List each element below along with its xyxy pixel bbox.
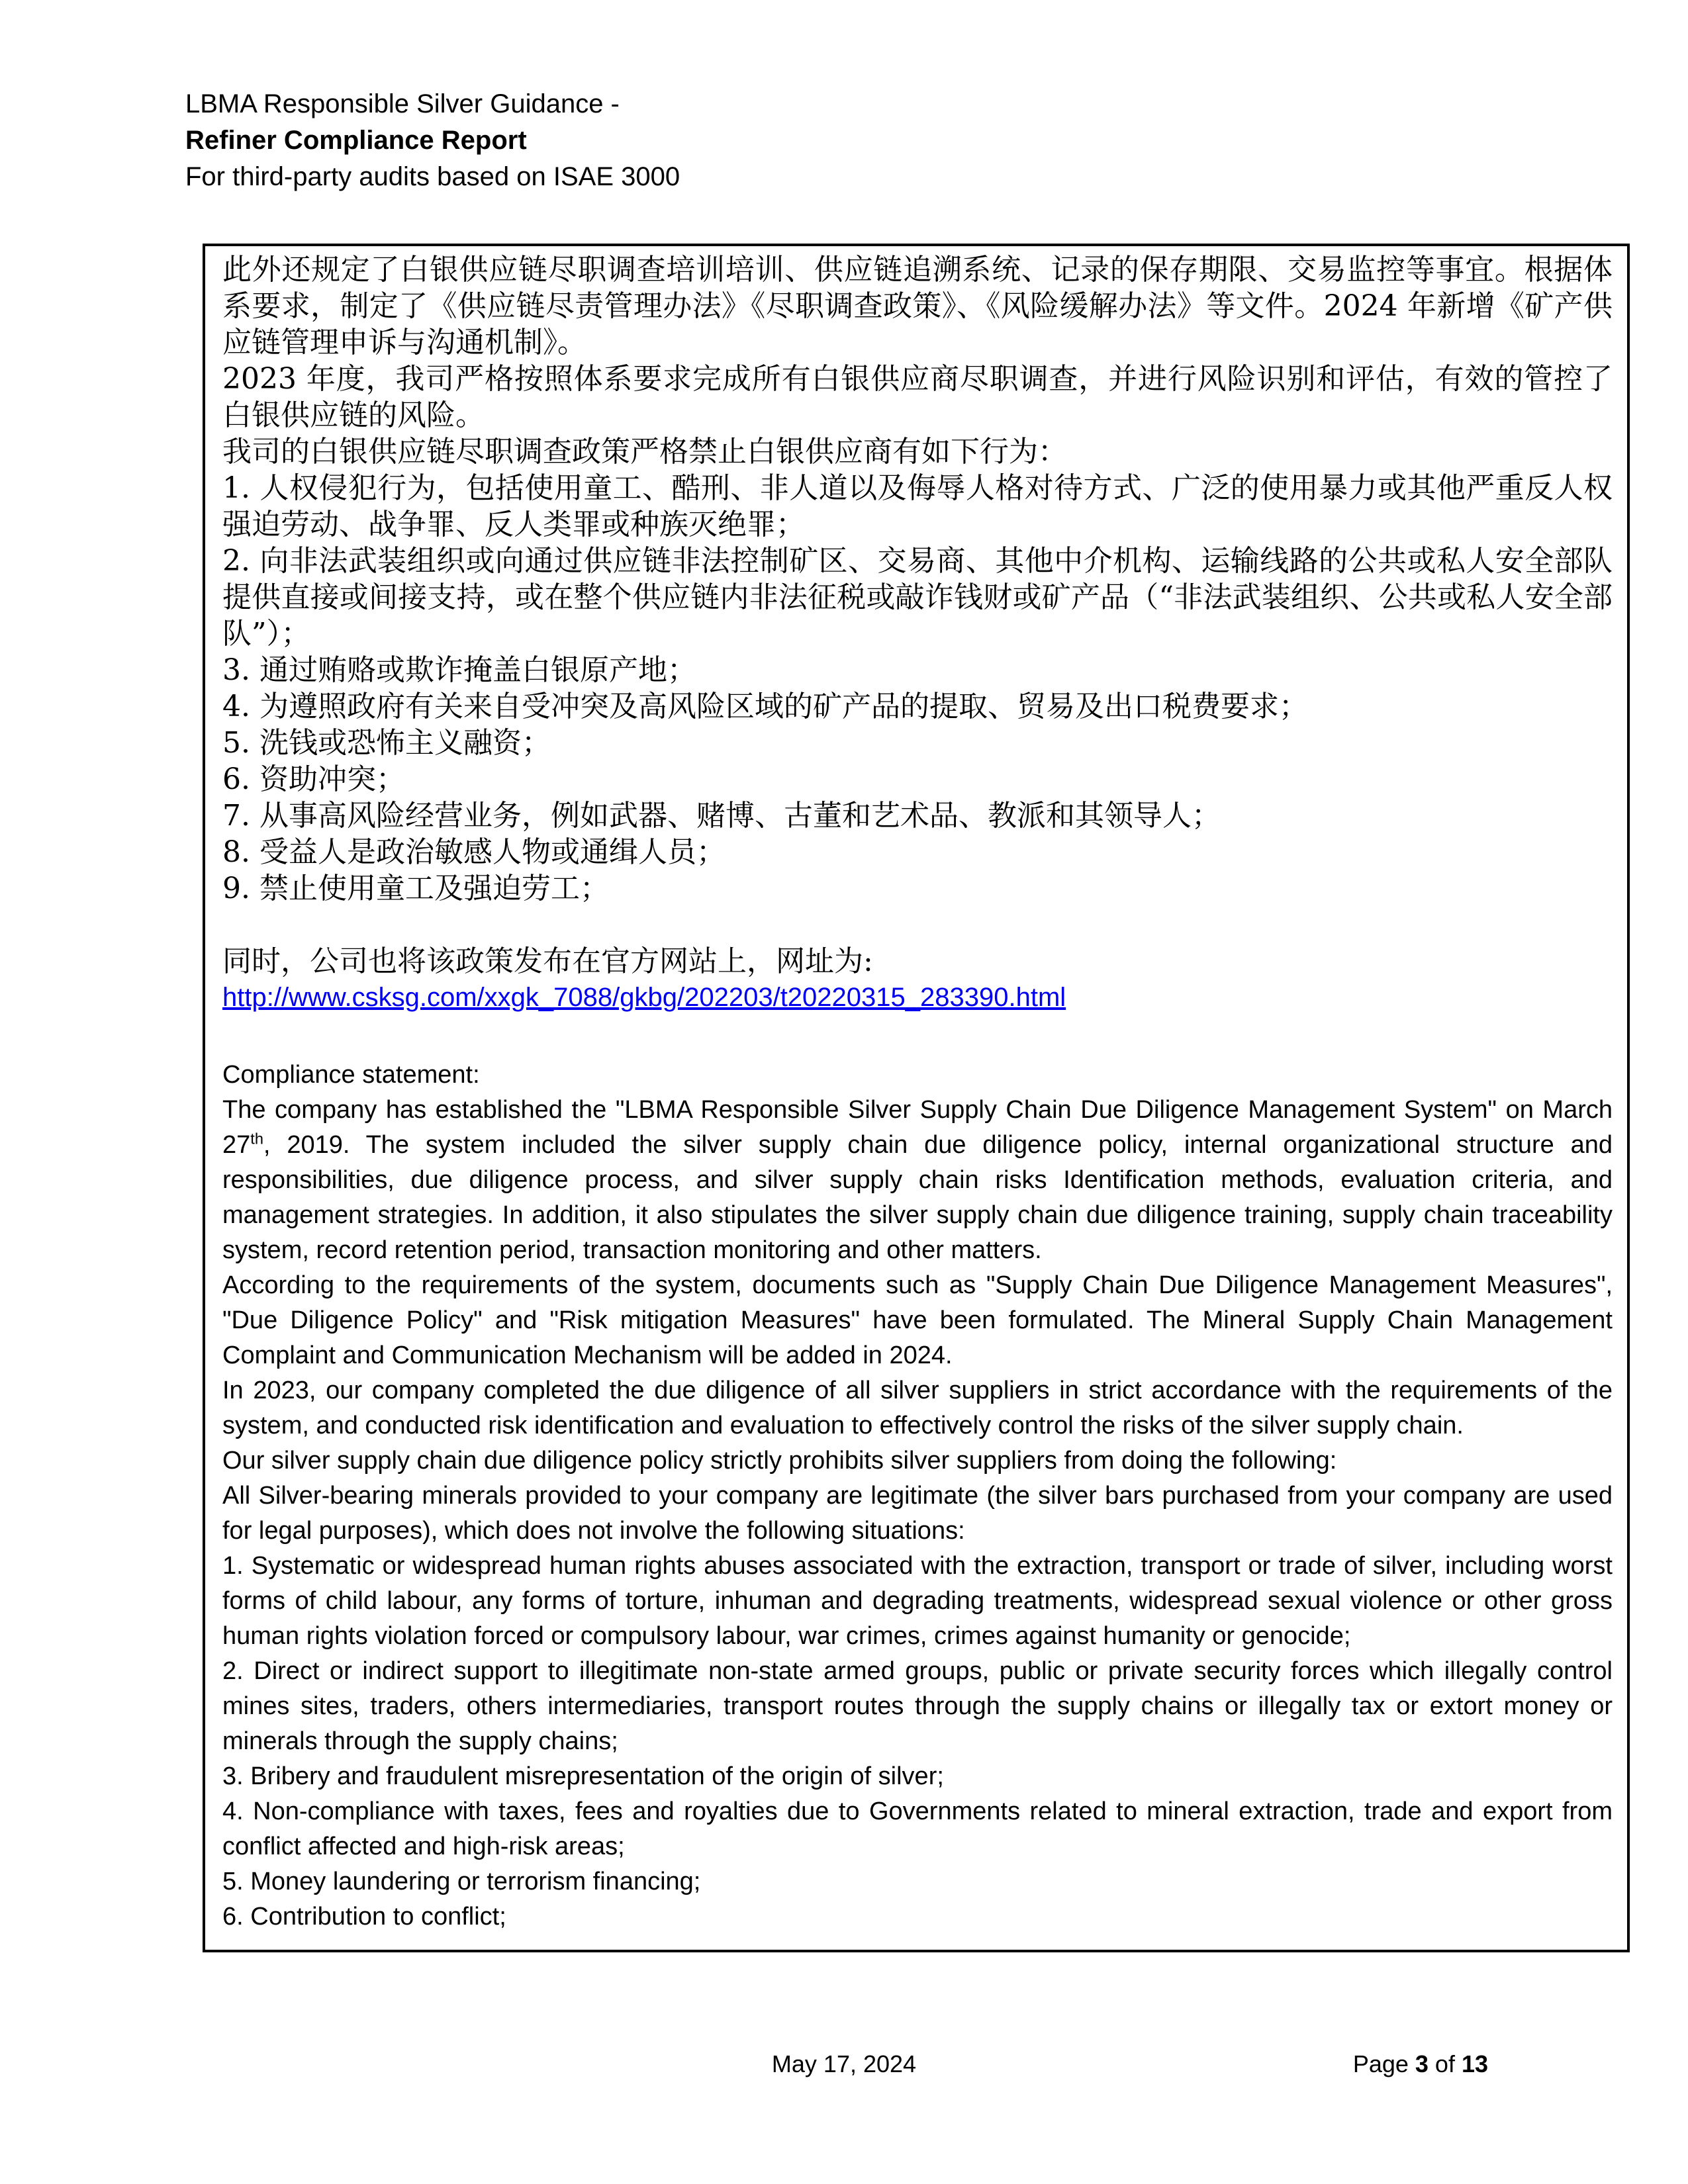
footer-page-current: 3 xyxy=(1415,2050,1429,2077)
policy-url-line xyxy=(222,979,1613,1021)
en-policy-item-1: 1. Systematic or widespread human rights abuses associated with the extraction, transport or trade of silver, including worst forms of child labour, any forms of torture, inhuman and degrading treatments, widespread sexual violence or other gross human rights violation forced or compulsory labour, war crimes, crimes against humanity or genocide; xyxy=(222,1552,1613,1650)
cn-policy-item-2: 2. 向非法武装组织或向通过供应链非法控制矿区、交易商、其他中介机构、运输线路的公共或私人安全部队提供直接或间接支持，或在整个供应链内非法征税或敲诈钱财或矿产品（“非法武装组织、公共或私人安全部队”）； xyxy=(222,544,1613,651)
cn-policy-item-5: 5. 洗钱或恐怖主义融资； xyxy=(222,726,551,760)
cn-policy-item-7: 7. 从事高风险经营业务，例如武器、赌博、古董和艺术品、教派和其领导人； xyxy=(222,799,1221,833)
footer-date: May 17, 2024 xyxy=(771,2050,917,2077)
compliance-statement-heading: Compliance statement: xyxy=(222,1061,480,1089)
footer-page-middle: of xyxy=(1428,2050,1462,2077)
compliance-paragraph-2023: In 2023, our company completed the due diligence of all silver suppliers in strict accordance with the requirements of the system, and conducted risk identification and evaluation to effectively control the risks of the silver supply chain. xyxy=(222,1377,1613,1439)
cn-policy-item-6: 6. 资助冲突； xyxy=(222,762,405,796)
cn-policy-item-9: 9. 禁止使用童工及强迫劳工； xyxy=(222,872,609,905)
compliance-paragraph-system xyxy=(222,1093,1613,1268)
compliance-policy-intro: Our silver supply chain due diligence policy strictly prohibits silver suppliers from doing the following: xyxy=(222,1447,1337,1475)
compliance-minerals-legitimacy: All Silver-bearing minerals provided to your company are legitimate (the silver bars purchased from your company are used for legal purposes), which does not involve the following situations: xyxy=(222,1482,1613,1545)
cn-2023-duediligence-paragraph: 2023 年度，我司严格按照体系要求完成所有白银供应商尽职调查，并进行风险识别和评估，有效的管控了白银供应链的风险。 xyxy=(222,362,1613,432)
compliance-p1-text-after: , 2019. The system included the silver supply chain due diligence policy, internal organizational structure and responsibilities, due diligence process, and silver supply chain risks Identification methods, evaluation criteria, and management strategies. In addition, it also stipulates the silver supply chain due diligence training, supply chain traceability system, record retention period, transaction monitoring and other matters. xyxy=(222,1131,1613,1264)
ordinal-superscript: th xyxy=(250,1130,263,1148)
cn-policy-item-4: 4. 为遵照政府有关来自受冲突及高风险区域的矿产品的提取、贸易及出口税费要求； xyxy=(222,690,1308,723)
cn-system-scope-paragraph: 此外还规定了白银供应链尽职调查培训培训、供应链追溯系统、记录的保存期限、交易监控等事宜。根据体系要求，制定了《供应链尽责管理办法》《尽职调查政策》、《风险缓解办法》等文件。2024 年新增《矿产供应链管理申诉与沟通机制》。 xyxy=(222,253,1613,359)
document-footer xyxy=(0,2049,1688,2082)
cn-website-intro: 同时，公司也将该政策发布在官方网站上，网址为: xyxy=(222,944,873,978)
en-policy-item-3: 3. Bribery and fraudulent misrepresentation of the origin of silver; xyxy=(222,1762,944,1790)
en-policy-item-2: 2. Direct or indirect support to illegitimate non-state armed groups, public or private security forces which illegally control mines sites, traders, others intermediaries, transport routes through the supply chains or illegally tax or extort money or minerals through the supply chains; xyxy=(222,1657,1613,1755)
content-box xyxy=(203,244,1630,1952)
compliance-paragraph-documents: According to the requirements of the system, documents such as "Supply Chain Due Diligence Management Measures", "Due Diligence Policy" and "Risk mitigation Measures" have been formulated. The Mineral Supply Chain Management Complaint and Communication Mechanism will be added in 2024. xyxy=(222,1271,1613,1369)
header-title-line: LBMA Responsible Silver Guidance - xyxy=(185,89,620,118)
blank-line xyxy=(222,907,1613,943)
en-policy-item-4: 4. Non-compliance with taxes, fees and royalties due to Governments related to mineral extraction, trade and export from conflict affected and high-risk areas; xyxy=(222,1797,1613,1860)
footer-page-prefix: Page xyxy=(1352,2050,1415,2077)
blank-line xyxy=(222,1021,1613,1058)
cn-policy-intro-paragraph: 我司的白银供应链尽职调查政策严格禁止白银供应商有如下行为： xyxy=(222,435,1067,469)
cn-policy-item-8: 8. 受益人是政治敏感人物或通缉人员； xyxy=(222,835,726,869)
en-policy-item-5: 5. Money laundering or terrorism financing; xyxy=(222,1868,701,1895)
footer-page-number xyxy=(1353,2049,1488,2079)
document-header xyxy=(185,86,680,195)
footer-page-total: 13 xyxy=(1461,2050,1488,2077)
compliance-p1-text-before: The company has established the "LBMA Responsible Silver Supply Chain Due Diligence Management System" on March 27 xyxy=(222,1096,1613,1159)
header-report-title: Refiner Compliance Report xyxy=(185,126,527,155)
en-policy-item-6: 6. Contribution to conflict; xyxy=(222,1903,506,1931)
cn-policy-item-3: 3. 通过贿赂或欺诈掩盖白银原产地； xyxy=(222,653,696,687)
policy-url-link[interactable]: http://www.csksg.com/xxgk_7088/gkbg/202203/t20220315_283390.html xyxy=(222,983,1066,1012)
header-subtitle: For third-party audits based on ISAE 3000 xyxy=(185,162,680,191)
cn-policy-item-1: 1. 人权侵犯行为，包括使用童工、酷刑、非人道以及侮辱人格对待方式、广泛的使用暴力或其他严重反人权强迫劳动、战争罪、反人类罪或种族灭绝罪； xyxy=(222,471,1613,541)
